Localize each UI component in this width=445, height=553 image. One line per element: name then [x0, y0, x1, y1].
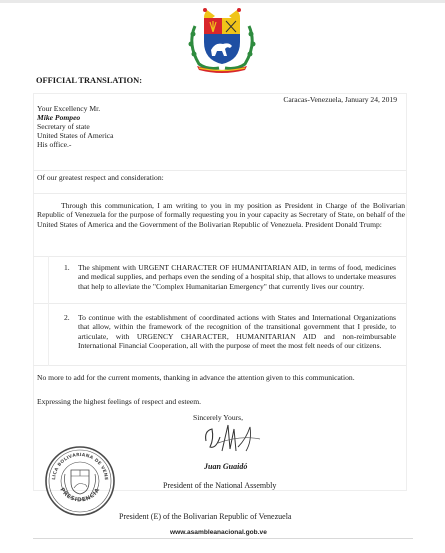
list-item: The shipment with URGENT CHARACTER OF HUMANITARIAN AID, in terms of food, medicines and medical supplies, and perhaps even the sending of a hospital ship, that allows to undertake measures that help to alleviate the "Complex Humanitarian Emergency" that currently lives our country.	[78, 263, 396, 291]
address-salutation: Your Excellency Mr.	[37, 104, 101, 113]
signer-name: Juan Guaidó	[204, 462, 248, 471]
seal-top-text: LICA BOLIVARIANA DE VENE	[51, 452, 109, 481]
list-number: 1.	[64, 263, 70, 272]
seal-bottom-text: PRESIDENCIA	[58, 487, 102, 504]
address-title: Secretary of state	[37, 122, 90, 131]
rule-line	[33, 365, 406, 366]
presidency-seal-icon	[43, 444, 117, 518]
date-line: Caracas-Venezuela, January 24, 2019	[283, 95, 397, 104]
rule-line	[33, 193, 406, 194]
rule-line	[33, 303, 406, 304]
svg-text:PRESIDENCIA	[58, 487, 101, 503]
handwritten-signature	[200, 421, 270, 459]
sign-off: Sincerely Yours,	[193, 413, 243, 422]
margin-line	[48, 256, 49, 366]
rule-line	[33, 256, 406, 257]
closing-paragraph: No more to add for the current moments, thanking in advance the attention given to this communication.	[37, 373, 355, 382]
intro-paragraph: Through this communication, I am writing to you in my position as President in Charge of the Bolivarian Republic of Venezuela for the purpose of formally requesting you in your capacity as Secretary of State, on behalf of the United States of America and the Government of the Bolivarian Republic of Venezuela. President Donald Trump:	[37, 201, 405, 229]
top-edge-bar	[0, 0, 445, 3]
signer-title-assembly: President of the National Assembly	[163, 481, 277, 490]
list-number: 2.	[64, 313, 70, 322]
greeting-line: Of our greatest respect and consideration:	[37, 173, 164, 182]
address-name: Mike Pompeo	[37, 113, 81, 122]
closing-feelings: Expressing the highest feelings of respect and esteem.	[37, 397, 202, 406]
list-item: To continue with the establishment of coordinated actions with States and International Organizations that allow, within the framework of the recognition of the transitional government that I preside, to articulate, with URGENCY CHARACTER, HUMANITARIAN AID and non-reimbursable International Financial Cooperation, all with the purpose of meet the most felt needs of our citizens.	[78, 313, 396, 351]
footer-rule	[33, 538, 413, 539]
document-heading: OFFICIAL TRANSLATION:	[36, 76, 143, 85]
address-country: United States of America	[37, 131, 114, 140]
footer-website: www.asambleanacional.gob.ve	[170, 529, 267, 536]
address-office: His office.-	[37, 140, 72, 149]
venezuela-coat-of-arms-icon	[177, 4, 267, 74]
signer-title-president: President (E) of the Bolivarian Republic of Venezuela	[119, 512, 292, 521]
rule-line	[33, 170, 406, 171]
